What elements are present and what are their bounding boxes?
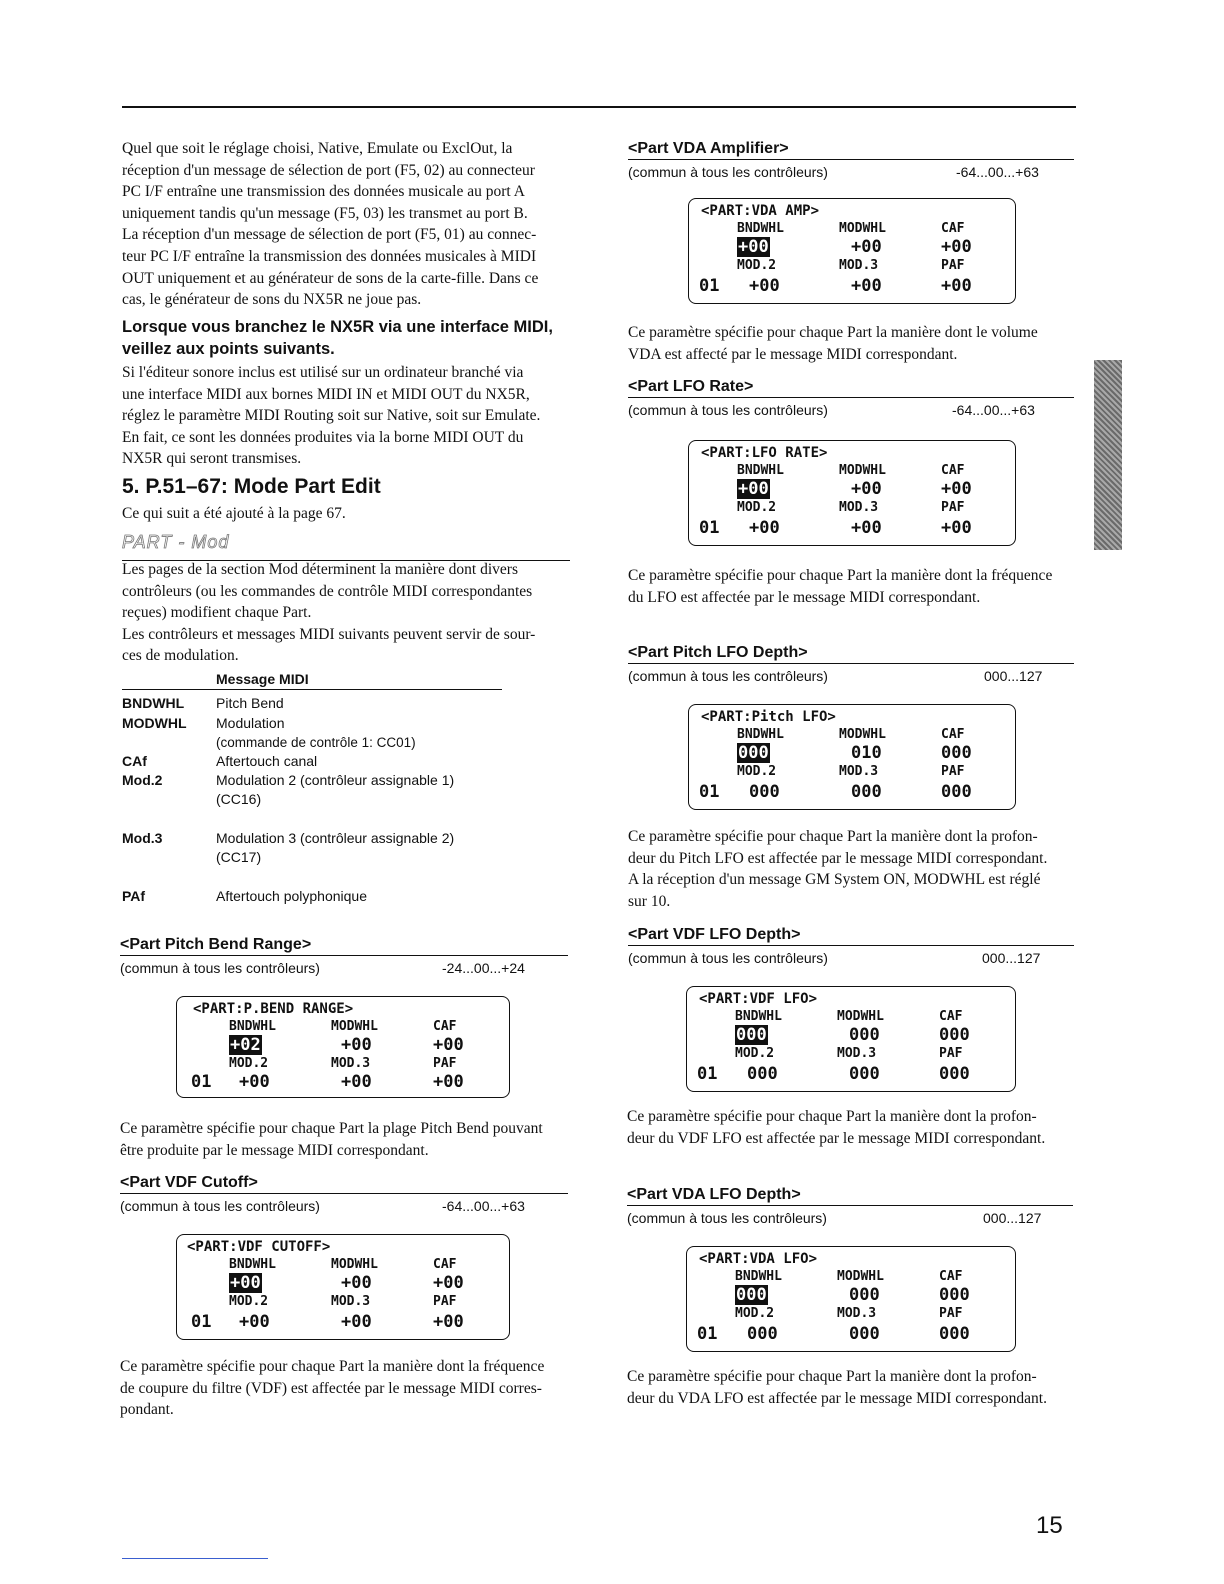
lcd-label-mod3: MOD.3 bbox=[331, 1294, 371, 1309]
line: En fait, ce sont les données produites via la borne MIDI OUT du bbox=[122, 428, 524, 446]
table-row bbox=[122, 714, 454, 752]
line: réglez le paramètre MIDI Routing soit sur Native, soit sur Emulate. bbox=[122, 407, 541, 425]
lcd-part-number: 01 bbox=[191, 1072, 212, 1092]
table-value: Aftertouch polyphonique bbox=[216, 888, 367, 904]
range-value: -24...00...+24 bbox=[442, 960, 525, 976]
lcd-value-modwhl: +00 bbox=[851, 237, 882, 257]
common-note: (commun à tous les contrôleurs) bbox=[628, 164, 828, 180]
lcd-value-caf: +00 bbox=[941, 479, 972, 499]
lcd-part-number: 01 bbox=[697, 1324, 718, 1344]
range-value: 000...127 bbox=[982, 950, 1041, 966]
lcd-label-bndwhl: BNDWHL bbox=[229, 1019, 276, 1034]
range-row bbox=[628, 163, 1074, 181]
line: cas, le générateur de sons du NX5R ne joue pas. bbox=[122, 291, 422, 309]
lcd-title: <PART:VDA AMP> bbox=[701, 203, 820, 219]
lcd-label-mod3: MOD.3 bbox=[837, 1306, 877, 1321]
lcd-label-paf: PAF bbox=[941, 500, 965, 515]
table-header: Message MIDI bbox=[216, 671, 309, 687]
lcd-value-modwhl: +00 bbox=[341, 1035, 372, 1055]
lcd-value-bndwhl-cursor: +02 bbox=[230, 1035, 261, 1055]
lcd-value-paf: 000 bbox=[941, 782, 972, 802]
table-key: PAf bbox=[122, 888, 146, 904]
mod-label-bar bbox=[122, 532, 570, 561]
line: contrôleurs (ou les commandes de contrôle MIDI correspondantes bbox=[122, 582, 533, 600]
lcd-title: <PART:VDF LFO> bbox=[699, 991, 818, 1007]
lcd-label-mod3: MOD.3 bbox=[839, 764, 879, 779]
line: reçues) modifient chaque Part. bbox=[122, 604, 312, 622]
line: La réception d'un message de sélection de port (F5, 01) au connec- bbox=[122, 226, 537, 244]
line: ces de modulation. bbox=[122, 647, 239, 665]
range-value: -64...00...+63 bbox=[956, 164, 1039, 180]
midi-warning-heading bbox=[122, 316, 570, 360]
lcd-value-mod3: 000 bbox=[849, 1064, 880, 1084]
lcd-value-mod3: 000 bbox=[851, 782, 882, 802]
line: Ce paramètre spécifie pour chaque Part la manière dont la profon- bbox=[627, 1108, 1037, 1125]
lcd-label-bndwhl: BNDWHL bbox=[735, 1269, 782, 1284]
lcd-part-number: 01 bbox=[191, 1312, 212, 1332]
table-key: CAf bbox=[122, 753, 147, 769]
lcd-part-number: 01 bbox=[699, 518, 720, 538]
desc-vdf-lfo-depth bbox=[627, 1106, 1079, 1149]
lcd-vda-lfo-depth bbox=[686, 1246, 1016, 1352]
lcd-label-mod3: MOD.3 bbox=[839, 258, 879, 273]
lcd-value-modwhl: +00 bbox=[851, 479, 882, 499]
line: Si l'éditeur sonore inclus est utilisé sur un ordinateur branché via bbox=[122, 364, 524, 381]
lcd-value-modwhl: +00 bbox=[341, 1273, 372, 1293]
lcd-lfo-rate bbox=[688, 440, 1016, 546]
lcd-part-number: 01 bbox=[699, 782, 720, 802]
lcd-label-modwhl: MODWHL bbox=[839, 727, 886, 742]
lcd-title: <PART:VDF CUTOFF> bbox=[187, 1239, 331, 1255]
lcd-value-paf: 000 bbox=[939, 1324, 970, 1344]
lcd-label-modwhl: MODWHL bbox=[837, 1009, 884, 1024]
table-row bbox=[122, 694, 454, 714]
table-row bbox=[122, 887, 454, 906]
lcd-label-caf: CAF bbox=[433, 1019, 457, 1034]
common-note: (commun à tous les contrôleurs) bbox=[628, 402, 828, 418]
lcd-label-paf: PAF bbox=[941, 258, 965, 273]
lcd-label-mod2: MOD.2 bbox=[735, 1306, 775, 1321]
lcd-value-paf: +00 bbox=[941, 276, 972, 296]
lcd-label-modwhl: MODWHL bbox=[839, 221, 886, 236]
line: Lorsque vous branchez le NX5R via une interface MIDI, bbox=[122, 318, 553, 336]
lcd-vdf-cutoff bbox=[176, 1234, 510, 1340]
lcd-vda-amplifier bbox=[688, 198, 1016, 304]
value-line: Modulation 3 (contrôleur assignable 2) bbox=[216, 830, 455, 846]
range-row bbox=[120, 959, 568, 977]
table-row bbox=[122, 752, 454, 771]
lcd-value-paf: 000 bbox=[939, 1064, 970, 1084]
lcd-value-caf: +00 bbox=[433, 1035, 464, 1055]
mod-paragraph bbox=[122, 559, 570, 667]
table-row bbox=[122, 771, 454, 809]
lcd-title: <PART:LFO RATE> bbox=[701, 445, 828, 461]
lcd-value-paf: +00 bbox=[433, 1072, 464, 1092]
lcd-label-mod3: MOD.3 bbox=[837, 1046, 877, 1061]
line: pondant. bbox=[120, 1401, 174, 1419]
lcd-pitch-lfo-depth bbox=[688, 704, 1016, 810]
section-heading: <Part VDA LFO Depth> bbox=[627, 1184, 1073, 1206]
lcd-value-mod2: +00 bbox=[239, 1312, 270, 1332]
lcd-label-bndwhl: BNDWHL bbox=[737, 463, 784, 478]
section-subtitle: Ce qui suit a été ajouté à la page 67. bbox=[122, 505, 346, 522]
table-value bbox=[216, 771, 454, 809]
lcd-title: <PART:Pitch LFO> bbox=[701, 709, 836, 725]
desc-pitch-bend-range bbox=[120, 1118, 572, 1161]
lcd-value-modwhl: 000 bbox=[849, 1285, 880, 1305]
lcd-value-mod2: +00 bbox=[749, 276, 780, 296]
line: Ce paramètre spécifie pour chaque Part la manière dont la fréquence bbox=[628, 567, 1053, 584]
lcd-title: <PART:VDA LFO> bbox=[699, 1251, 818, 1267]
lcd-label-paf: PAF bbox=[433, 1294, 457, 1309]
range-value: -64...00...+63 bbox=[952, 402, 1035, 418]
lcd-value-caf: +00 bbox=[941, 237, 972, 257]
range-row bbox=[628, 949, 1074, 967]
line: de coupure du filtre (VDF) est affectée par le message MIDI corres- bbox=[120, 1379, 542, 1397]
lcd-label-caf: CAF bbox=[941, 463, 965, 478]
mod-label: PART - Mod bbox=[122, 532, 230, 552]
lcd-label-modwhl: MODWHL bbox=[331, 1257, 378, 1272]
lcd-vdf-lfo-depth bbox=[686, 986, 1016, 1092]
line: uniquement tandis qu'un message (F5, 03) les transmet au port B. bbox=[122, 204, 528, 222]
lcd-value-paf: +00 bbox=[941, 518, 972, 538]
desc-pitch-lfo-depth bbox=[628, 826, 1080, 912]
lcd-value-mod2: 000 bbox=[749, 782, 780, 802]
section-heading: <Part VDF LFO Depth> bbox=[628, 924, 1074, 946]
line: Les pages de la section Mod déterminent la manière dont divers bbox=[122, 561, 518, 578]
section-pitch-lfo-depth bbox=[628, 642, 1074, 685]
lcd-label-caf: CAF bbox=[941, 221, 965, 236]
line: réception d'un message de sélection de port (F5, 02) au connecteur bbox=[122, 161, 535, 179]
range-row bbox=[627, 1209, 1073, 1227]
lcd-value-bndwhl-cursor: 000 bbox=[736, 1285, 767, 1305]
table-value bbox=[216, 714, 454, 752]
section-heading: <Part LFO Rate> bbox=[628, 376, 1074, 398]
lcd-value-bndwhl-cursor: 000 bbox=[736, 1025, 767, 1045]
lcd-value-caf: 000 bbox=[939, 1025, 970, 1045]
section-lfo-rate bbox=[628, 376, 1074, 419]
line: Ce paramètre spécifie pour chaque Part la manière dont la fréquence bbox=[120, 1358, 545, 1375]
top-rule bbox=[122, 106, 1076, 108]
desc-vda-amplifier bbox=[628, 322, 1080, 365]
lcd-label-mod2: MOD.2 bbox=[229, 1294, 269, 1309]
section-tab-marker bbox=[1094, 360, 1122, 550]
section-vda-lfo-depth bbox=[627, 1184, 1073, 1227]
line: Les contrôleurs et messages MIDI suivants peuvent servir de sour- bbox=[122, 625, 536, 643]
lcd-value-bndwhl-cursor: +00 bbox=[738, 479, 769, 499]
line: Ce paramètre spécifie pour chaque Part la plage Pitch Bend pouvant bbox=[120, 1120, 543, 1137]
common-note: (commun à tous les contrôleurs) bbox=[628, 668, 828, 684]
lcd-value-caf: 000 bbox=[939, 1285, 970, 1305]
section-heading: <Part VDF Cutoff> bbox=[120, 1172, 568, 1194]
intro-paragraph bbox=[122, 138, 570, 311]
lcd-pitch-bend-range bbox=[176, 996, 510, 1098]
line: deur du Pitch LFO est affectée par le message MIDI correspondant. bbox=[628, 849, 1048, 867]
range-value: 000...127 bbox=[983, 1210, 1042, 1226]
line: deur du VDA LFO est affectée par le message MIDI correspondant. bbox=[627, 1389, 1047, 1407]
section-heading: <Part Pitch LFO Depth> bbox=[628, 642, 1074, 664]
line: teur PC I/F entraîne la transmission des données musicales à MIDI bbox=[122, 247, 537, 265]
lcd-value-mod2: +00 bbox=[239, 1072, 270, 1092]
desc-vdf-cutoff bbox=[120, 1356, 572, 1421]
lcd-label-modwhl: MODWHL bbox=[331, 1019, 378, 1034]
range-value: 000...127 bbox=[984, 668, 1043, 684]
lcd-label-caf: CAF bbox=[941, 727, 965, 742]
lcd-label-bndwhl: BNDWHL bbox=[229, 1257, 276, 1272]
line: A la réception d'un message GM System ON, MODWHL est réglé bbox=[628, 871, 1041, 889]
value-line: (commande de contrôle 1: CC01) bbox=[216, 735, 416, 750]
section-vdf-lfo-depth bbox=[628, 924, 1074, 967]
lcd-label-bndwhl: BNDWHL bbox=[737, 221, 784, 236]
lcd-label-modwhl: MODWHL bbox=[839, 463, 886, 478]
lcd-label-bndwhl: BNDWHL bbox=[735, 1009, 782, 1024]
lcd-label-mod2: MOD.2 bbox=[737, 764, 777, 779]
lcd-value-mod2: +00 bbox=[749, 518, 780, 538]
lcd-title: <PART:P.BEND RANGE> bbox=[193, 1001, 354, 1017]
lcd-label-modwhl: MODWHL bbox=[837, 1269, 884, 1284]
lcd-label-mod3: MOD.3 bbox=[839, 500, 879, 515]
section-heading: <Part VDA Amplifier> bbox=[628, 138, 1074, 160]
table-key: Mod.3 bbox=[122, 830, 163, 846]
table-value: Aftertouch canal bbox=[216, 753, 318, 769]
lcd-label-mod2: MOD.2 bbox=[735, 1046, 775, 1061]
lcd-label-mod2: MOD.2 bbox=[737, 500, 777, 515]
table-row bbox=[122, 829, 454, 867]
lcd-value-mod3: +00 bbox=[341, 1312, 372, 1332]
lcd-part-number: 01 bbox=[699, 276, 720, 296]
section-title: 5. P.51–67: Mode Part Edit bbox=[122, 475, 381, 498]
lcd-value-mod3: +00 bbox=[851, 276, 882, 296]
lcd-label-mod3: MOD.3 bbox=[331, 1056, 371, 1071]
lcd-value-bndwhl-cursor: 000 bbox=[738, 743, 769, 763]
line: Ce paramètre spécifie pour chaque Part la manière dont la profon- bbox=[627, 1368, 1037, 1385]
lcd-label-caf: CAF bbox=[939, 1269, 963, 1284]
midi-paragraph bbox=[122, 362, 570, 470]
value-line: Modulation bbox=[216, 715, 285, 731]
lcd-label-caf: CAF bbox=[433, 1257, 457, 1272]
value-line: Modulation 2 (contrôleur assignable 1) bbox=[216, 772, 455, 788]
table-value: Pitch Bend bbox=[216, 695, 284, 711]
line: NX5R qui seront transmises. bbox=[122, 450, 302, 468]
common-note: (commun à tous les contrôleurs) bbox=[120, 960, 320, 976]
section-vdf-cutoff bbox=[120, 1172, 568, 1215]
table-key: BNDWHL bbox=[122, 695, 185, 711]
table-value bbox=[216, 829, 454, 867]
value-line: (CC17) bbox=[216, 849, 262, 865]
lcd-label-mod2: MOD.2 bbox=[737, 258, 777, 273]
lcd-value-caf: +00 bbox=[433, 1273, 464, 1293]
lcd-label-caf: CAF bbox=[939, 1009, 963, 1024]
lcd-label-paf: PAF bbox=[939, 1046, 963, 1061]
lcd-label-mod2: MOD.2 bbox=[229, 1056, 269, 1071]
lcd-value-modwhl: 010 bbox=[851, 743, 882, 763]
common-note: (commun à tous les contrôleurs) bbox=[120, 1198, 320, 1214]
lcd-value-mod2: 000 bbox=[747, 1324, 778, 1344]
lcd-value-mod3: 000 bbox=[849, 1324, 880, 1344]
line: Ce paramètre spécifie pour chaque Part la manière dont le volume bbox=[628, 324, 1038, 341]
line: deur du VDF LFO est affectée par le message MIDI correspondant. bbox=[627, 1129, 1046, 1147]
line: veillez aux points suivants. bbox=[122, 340, 335, 358]
line: OUT uniquement et au générateur de sons de la carte-fille. Dans ce bbox=[122, 269, 539, 287]
lcd-value-mod2: 000 bbox=[747, 1064, 778, 1084]
desc-vda-lfo-depth bbox=[627, 1366, 1079, 1409]
range-row bbox=[120, 1197, 568, 1215]
controller-table bbox=[122, 694, 454, 906]
lcd-label-paf: PAF bbox=[941, 764, 965, 779]
line: Quel que soit le réglage choisi, Native, Emulate ou ExclOut, la bbox=[122, 140, 513, 157]
page-number: 15 bbox=[1036, 1512, 1063, 1539]
line: Ce paramètre spécifie pour chaque Part la manière dont la profon- bbox=[628, 828, 1038, 845]
line: être produite par le message MIDI correspondant. bbox=[120, 1141, 429, 1159]
lcd-value-caf: 000 bbox=[941, 743, 972, 763]
section-vda-amplifier bbox=[628, 138, 1074, 181]
table-key: MODWHL bbox=[122, 715, 187, 731]
lcd-part-number: 01 bbox=[697, 1064, 718, 1084]
lcd-label-paf: PAF bbox=[939, 1306, 963, 1321]
lcd-value-bndwhl-cursor: +00 bbox=[230, 1273, 261, 1293]
table-header-row bbox=[122, 670, 502, 690]
line: VDA est affecté par le message MIDI correspondant. bbox=[628, 345, 958, 363]
lcd-value-mod3: +00 bbox=[851, 518, 882, 538]
line: une interface MIDI aux bornes MIDI IN et MIDI OUT du NX5R, bbox=[122, 385, 530, 403]
common-note: (commun à tous les contrôleurs) bbox=[627, 1210, 827, 1226]
common-note: (commun à tous les contrôleurs) bbox=[628, 950, 828, 966]
lcd-label-paf: PAF bbox=[433, 1056, 457, 1071]
line: PC I/F entraîne une transmission des données musicale au port A bbox=[122, 183, 525, 201]
section-heading: <Part Pitch Bend Range> bbox=[120, 934, 568, 956]
lcd-value-paf: +00 bbox=[433, 1312, 464, 1332]
line: sur 10. bbox=[628, 892, 671, 910]
lcd-value-mod3: +00 bbox=[341, 1072, 372, 1092]
desc-lfo-rate bbox=[628, 565, 1080, 608]
value-line: (CC16) bbox=[216, 791, 262, 807]
section-pitch-bend-range bbox=[120, 934, 568, 977]
range-row bbox=[628, 401, 1074, 419]
lcd-value-bndwhl-cursor: +00 bbox=[738, 237, 769, 257]
footer-rule bbox=[122, 1558, 268, 1559]
range-value: -64...00...+63 bbox=[442, 1198, 525, 1214]
lcd-value-modwhl: 000 bbox=[849, 1025, 880, 1045]
lcd-label-bndwhl: BNDWHL bbox=[737, 727, 784, 742]
table-key: Mod.2 bbox=[122, 772, 163, 788]
range-row bbox=[628, 667, 1074, 685]
line: du LFO est affectée par le message MIDI correspondant. bbox=[628, 588, 981, 606]
